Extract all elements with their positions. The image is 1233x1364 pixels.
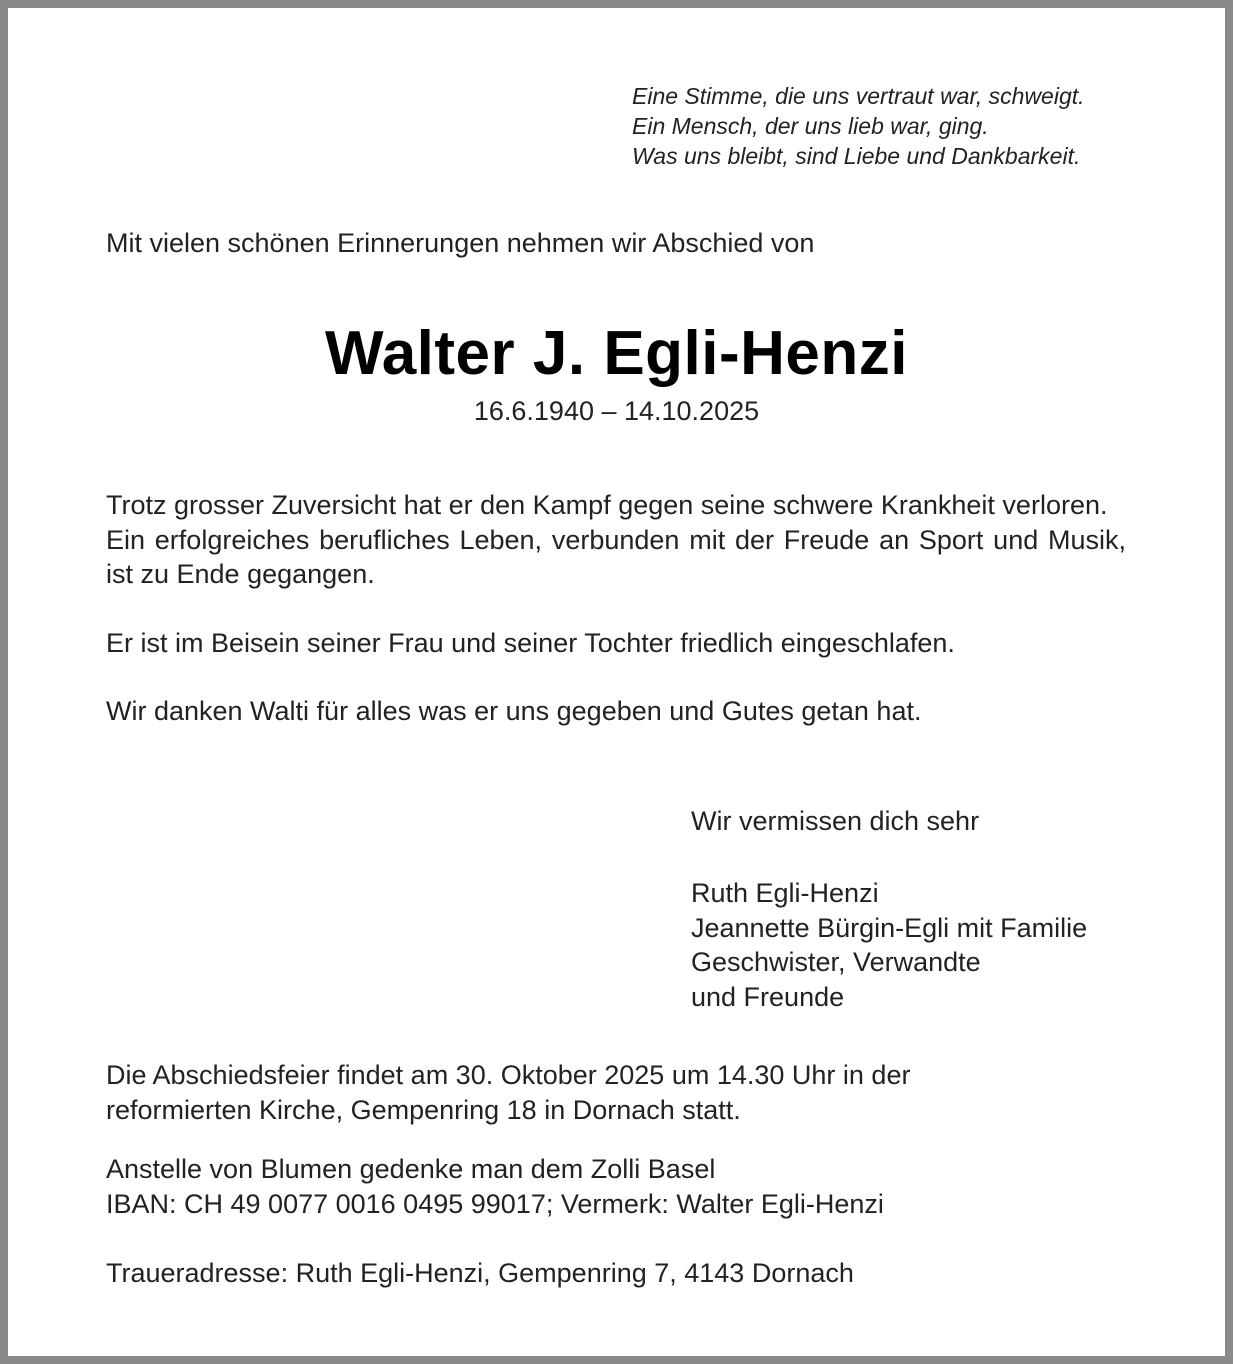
signatories — [691, 876, 1087, 1014]
signatory: und Freunde — [691, 981, 845, 1012]
closing-line: Wir vermissen dich sehr — [691, 806, 980, 836]
motto-line: Was uns bleibt, sind Liebe und Dankbarkeit. — [632, 143, 1081, 169]
obituary-card — [8, 8, 1225, 1356]
intro-text: Mit vielen schönen Erinnerungen nehmen wir Abschied von — [106, 228, 815, 258]
mourning-address: Traueradresse: Ruth Egli-Henzi, Gempenring 7, 4143 Dornach — [106, 1258, 854, 1288]
signatory: Ruth Egli-Henzi — [691, 878, 879, 908]
deceased-name: Walter J. Egli-Henzi — [324, 319, 908, 388]
ceremony-line: reformierten Kirche, Gempenring 18 in Dornach statt. — [106, 1095, 741, 1125]
motto-line: Ein Mensch, der uns lieb war, ging. — [632, 113, 989, 139]
ceremony-line: Die Abschiedsfeier findet am 30. Oktober 2025 um 14.30 Uhr in der — [106, 1060, 911, 1090]
body-paragraph: Er ist im Beisein seiner Frau und seiner Tochter friedlich eingeschlafen. — [106, 627, 955, 658]
signatory: Jeannette Bürgin-Egli mit Familie — [691, 912, 1088, 943]
donation-line: Anstelle von Blumen gedenke man dem Zolli Basel — [106, 1154, 716, 1184]
donation-info — [106, 1152, 884, 1222]
motto-verse — [632, 81, 1085, 171]
body-paragraph: Wir danken Walti für alles was er uns gegeben und Gutes getan hat. — [106, 696, 922, 726]
obituary-body — [106, 488, 1126, 729]
life-dates: 16.6.1940 – 14.10.2025 — [473, 396, 760, 426]
signatory: Geschwister, Verwandte — [691, 947, 981, 977]
body-paragraph: Trotz grosser Zuversicht hat er den Kampf gegen seine schwere Krankheit verloren. — [106, 490, 1108, 520]
ceremony-info — [106, 1058, 910, 1128]
body-paragraph: Ein erfolgreiches berufliches Leben, verbunden mit der Freude an Sport und Musik, ist zu Ende gegangen. — [106, 524, 1126, 589]
donation-line: IBAN: CH 49 0077 0016 0495 99017; Vermerk: Walter Egli-Henzi — [106, 1189, 884, 1219]
motto-line: Eine Stimme, die uns vertraut war, schweigt. — [632, 83, 1085, 109]
